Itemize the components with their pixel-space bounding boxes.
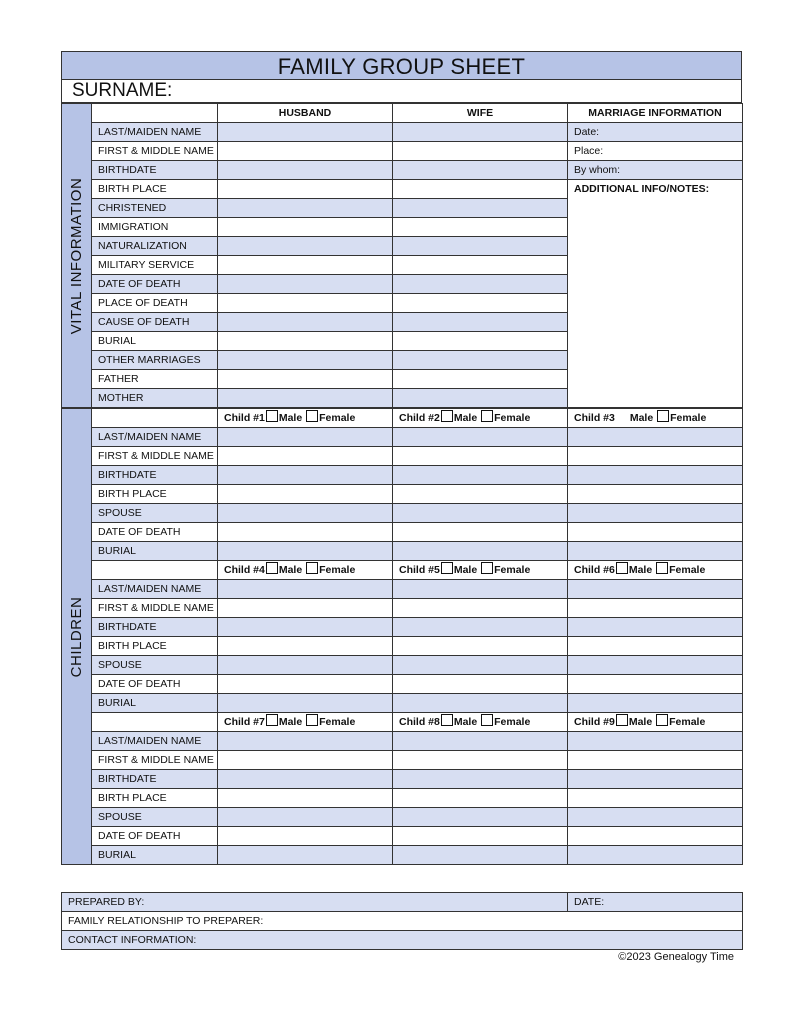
child-5-field[interactable]: [393, 675, 568, 694]
child-label: Child #9: [574, 716, 615, 728]
table-row: [62, 180, 743, 199]
male-checkbox[interactable]: [616, 562, 628, 574]
child-6-field[interactable]: [568, 656, 743, 675]
row-label: LAST/MAIDEN NAME: [92, 123, 218, 142]
child-7-field[interactable]: [218, 770, 393, 789]
child-9-field[interactable]: [568, 789, 743, 808]
table-row: [62, 732, 743, 751]
child-header-row: [62, 561, 743, 580]
child-2-field[interactable]: [393, 542, 568, 561]
child-4-field[interactable]: [218, 675, 393, 694]
husband-field[interactable]: [218, 199, 393, 218]
wife-field[interactable]: [393, 275, 568, 294]
child-3-field[interactable]: [568, 523, 743, 542]
table-row: [62, 504, 743, 523]
table-row: [62, 751, 743, 770]
wife-field[interactable]: [393, 370, 568, 389]
row-label: MOTHER: [92, 389, 218, 408]
child-1-field[interactable]: [218, 466, 393, 485]
child-8-header: [393, 713, 568, 732]
row-label: DATE OF DEATH: [92, 827, 218, 846]
child-2-field[interactable]: [393, 485, 568, 504]
page-title: FAMILY GROUP SHEET: [61, 51, 742, 80]
child-label: Child #6: [574, 564, 615, 576]
child-6-field[interactable]: [568, 580, 743, 599]
row-label: BIRTH PLACE: [92, 485, 218, 504]
wife-field[interactable]: [393, 351, 568, 370]
row-label: FATHER: [92, 370, 218, 389]
husband-field[interactable]: [218, 123, 393, 142]
header-blank: [92, 409, 218, 428]
husband-field[interactable]: [218, 332, 393, 351]
child-5-field[interactable]: [393, 580, 568, 599]
child-2-field[interactable]: [393, 466, 568, 485]
child-2-field[interactable]: [393, 447, 568, 466]
husband-field[interactable]: [218, 256, 393, 275]
female-checkbox[interactable]: [481, 562, 493, 574]
husband-field[interactable]: [218, 370, 393, 389]
child-3-field[interactable]: [568, 542, 743, 561]
male-label: Male: [278, 564, 303, 576]
child-5-field[interactable]: [393, 637, 568, 656]
female-checkbox[interactable]: [481, 410, 493, 422]
row-label: BURIAL: [92, 846, 218, 865]
contact-field[interactable]: CONTACT INFORMATION:: [62, 931, 743, 950]
male-label: Male: [278, 412, 303, 424]
table-row: [62, 694, 743, 713]
husband-field[interactable]: [218, 389, 393, 408]
wife-field[interactable]: [393, 389, 568, 408]
female-label: Female: [494, 412, 531, 424]
row-label: BURIAL: [92, 332, 218, 351]
child-7-field[interactable]: [218, 789, 393, 808]
female-checkbox[interactable]: [306, 714, 318, 726]
child-1-field[interactable]: [218, 523, 393, 542]
preparer-table: [61, 892, 743, 950]
header-blank: [92, 561, 218, 580]
wife-field[interactable]: [393, 142, 568, 161]
child-4-field[interactable]: [218, 580, 393, 599]
husband-header: HUSBAND: [218, 104, 393, 123]
child-3-field[interactable]: [568, 428, 743, 447]
husband-field[interactable]: [218, 275, 393, 294]
table-row: [62, 142, 743, 161]
table-row: [62, 808, 743, 827]
male-checkbox[interactable]: [441, 410, 453, 422]
male-label: Male: [453, 412, 478, 424]
child-8-field[interactable]: [393, 846, 568, 865]
copyright: ©2023 Genealogy Time: [618, 951, 734, 963]
row-label: CAUSE OF DEATH: [92, 313, 218, 332]
male-label: Male: [453, 716, 478, 728]
male-label: Male: [628, 564, 653, 576]
child-9-field[interactable]: [568, 808, 743, 827]
table-row: [62, 523, 743, 542]
husband-field[interactable]: [218, 218, 393, 237]
child-label: Child #4: [224, 564, 265, 576]
relationship-field[interactable]: FAMILY RELATIONSHIP TO PREPARER:: [62, 912, 743, 931]
row-label: BIRTH PLACE: [92, 789, 218, 808]
child-2-header: [393, 409, 568, 428]
husband-field[interactable]: [218, 142, 393, 161]
table-row: [62, 161, 743, 180]
wife-field[interactable]: [393, 294, 568, 313]
child-6-field[interactable]: [568, 637, 743, 656]
child-8-field[interactable]: [393, 751, 568, 770]
child-1-field[interactable]: [218, 542, 393, 561]
female-checkbox[interactable]: [306, 410, 318, 422]
husband-field[interactable]: [218, 237, 393, 256]
child-3-header: [568, 409, 743, 428]
husband-field[interactable]: [218, 351, 393, 370]
child-label: Child #1: [224, 412, 265, 424]
wife-field[interactable]: [393, 199, 568, 218]
table-row: [62, 599, 743, 618]
wife-field[interactable]: [393, 313, 568, 332]
child-4-field[interactable]: [218, 637, 393, 656]
date-field[interactable]: DATE:: [568, 893, 743, 912]
child-2-field[interactable]: [393, 504, 568, 523]
male-checkbox[interactable]: [441, 562, 453, 574]
child-8-field[interactable]: [393, 789, 568, 808]
row-label: BIRTHDATE: [92, 466, 218, 485]
surname-label[interactable]: SURNAME:: [61, 80, 742, 103]
child-label: Child #7: [224, 716, 265, 728]
table-row: [62, 123, 743, 142]
child-9-field[interactable]: [568, 732, 743, 751]
table-row: [62, 485, 743, 504]
row-label: FIRST & MIDDLE NAME: [92, 447, 218, 466]
table-row: [62, 580, 743, 599]
child-2-field[interactable]: [393, 428, 568, 447]
prepared-by-field[interactable]: PREPARED BY:: [62, 893, 568, 912]
table-row: [62, 447, 743, 466]
table-row: [62, 428, 743, 447]
husband-field[interactable]: [218, 161, 393, 180]
row-label: FIRST & MIDDLE NAME: [92, 751, 218, 770]
child-8-field[interactable]: [393, 808, 568, 827]
children-side-label: [62, 409, 92, 865]
row-label: BURIAL: [92, 694, 218, 713]
child-7-field[interactable]: [218, 827, 393, 846]
marriage-field[interactable]: Date:: [568, 123, 743, 142]
row-label: BIRTH PLACE: [92, 180, 218, 199]
husband-field[interactable]: [218, 180, 393, 199]
child-header-row: [62, 409, 743, 428]
child-5-field[interactable]: [393, 599, 568, 618]
child-1-field[interactable]: [218, 428, 393, 447]
child-4-field[interactable]: [218, 618, 393, 637]
row-label: DATE OF DEATH: [92, 275, 218, 294]
wife-field[interactable]: [393, 161, 568, 180]
wife-header: WIFE: [393, 104, 568, 123]
row-label: CHRISTENED: [92, 199, 218, 218]
children-side-text: CHILDREN: [67, 596, 85, 677]
child-3-field[interactable]: [568, 504, 743, 523]
female-label: Female: [669, 716, 706, 728]
child-label: Child #5: [399, 564, 440, 576]
husband-field[interactable]: [218, 294, 393, 313]
male-checkbox[interactable]: [266, 562, 278, 574]
child-7-header: [218, 713, 393, 732]
vital-side-label: [62, 104, 92, 408]
male-label: Male: [278, 716, 303, 728]
male-label: Male: [453, 564, 478, 576]
child-9-field[interactable]: [568, 751, 743, 770]
vital-information-table: [61, 103, 743, 408]
children-table: [61, 408, 743, 865]
row-label: FIRST & MIDDLE NAME: [92, 142, 218, 161]
female-label: Female: [319, 564, 356, 576]
wife-field[interactable]: [393, 256, 568, 275]
row-label: BIRTHDATE: [92, 618, 218, 637]
header-blank: [92, 104, 218, 123]
child-8-field[interactable]: [393, 732, 568, 751]
child-7-field[interactable]: [218, 751, 393, 770]
row-label: SPOUSE: [92, 808, 218, 827]
marriage-header: MARRIAGE INFORMATION: [568, 104, 743, 123]
female-checkbox[interactable]: [657, 410, 669, 422]
table-row: [62, 618, 743, 637]
child-3-field[interactable]: [568, 485, 743, 504]
child-4-header: [218, 561, 393, 580]
female-checkbox[interactable]: [306, 562, 318, 574]
marriage-field[interactable]: By whom:: [568, 161, 743, 180]
child-7-field[interactable]: [218, 732, 393, 751]
row-label: NATURALIZATION: [92, 237, 218, 256]
family-group-sheet: [61, 51, 742, 865]
child-6-field[interactable]: [568, 694, 743, 713]
wife-field[interactable]: [393, 237, 568, 256]
child-7-field[interactable]: [218, 808, 393, 827]
child-9-field[interactable]: [568, 846, 743, 865]
row-label: BIRTH PLACE: [92, 637, 218, 656]
male-checkbox[interactable]: [441, 714, 453, 726]
female-label: Female: [319, 716, 356, 728]
table-row: [62, 675, 743, 694]
wife-field[interactable]: [393, 218, 568, 237]
row-label: LAST/MAIDEN NAME: [92, 580, 218, 599]
male-label: Male: [629, 412, 654, 424]
row-label: PLACE OF DEATH: [92, 294, 218, 313]
child-3-field[interactable]: [568, 447, 743, 466]
header-blank: [92, 713, 218, 732]
table-row: [62, 770, 743, 789]
female-label: Female: [494, 716, 531, 728]
row-label: OTHER MARRIAGES: [92, 351, 218, 370]
table-row: [62, 846, 743, 865]
row-label: SPOUSE: [92, 504, 218, 523]
husband-field[interactable]: [218, 313, 393, 332]
child-9-field[interactable]: [568, 770, 743, 789]
table-row: [62, 637, 743, 656]
child-1-field[interactable]: [218, 504, 393, 523]
female-label: Female: [670, 412, 707, 424]
table-row: [62, 827, 743, 846]
child-9-header: [568, 713, 743, 732]
child-5-field[interactable]: [393, 656, 568, 675]
female-label: Female: [319, 412, 356, 424]
notes-field[interactable]: ADDITIONAL INFO/NOTES:: [568, 180, 743, 408]
child-6-header: [568, 561, 743, 580]
wife-field[interactable]: [393, 123, 568, 142]
male-checkbox[interactable]: [266, 410, 278, 422]
marriage-field[interactable]: Place:: [568, 142, 743, 161]
child-5-header: [393, 561, 568, 580]
child-5-field[interactable]: [393, 694, 568, 713]
child-label: Child #2: [399, 412, 440, 424]
row-label: FIRST & MIDDLE NAME: [92, 599, 218, 618]
table-row: [62, 466, 743, 485]
child-1-header: [218, 409, 393, 428]
table-row: [62, 542, 743, 561]
wife-field[interactable]: [393, 332, 568, 351]
child-1-field[interactable]: [218, 447, 393, 466]
child-label: Child #3: [574, 412, 615, 424]
row-label: IMMIGRATION: [92, 218, 218, 237]
child-6-field[interactable]: [568, 599, 743, 618]
male-checkbox[interactable]: [266, 714, 278, 726]
female-checkbox[interactable]: [656, 714, 668, 726]
child-6-field[interactable]: [568, 618, 743, 637]
child-1-field[interactable]: [218, 485, 393, 504]
table-row: [62, 656, 743, 675]
child-header-row: [62, 713, 743, 732]
row-label: BIRTHDATE: [92, 770, 218, 789]
row-label: BURIAL: [92, 542, 218, 561]
child-4-field[interactable]: [218, 656, 393, 675]
row-label: LAST/MAIDEN NAME: [92, 732, 218, 751]
wife-field[interactable]: [393, 180, 568, 199]
female-label: Female: [494, 564, 531, 576]
row-label: BIRTHDATE: [92, 161, 218, 180]
female-label: Female: [669, 564, 706, 576]
row-label: SPOUSE: [92, 656, 218, 675]
child-4-field[interactable]: [218, 694, 393, 713]
vital-side-text: VITAL INFORMATION: [67, 177, 85, 334]
row-label: DATE OF DEATH: [92, 675, 218, 694]
child-4-field[interactable]: [218, 599, 393, 618]
child-8-field[interactable]: [393, 827, 568, 846]
male-checkbox[interactable]: [616, 714, 628, 726]
child-5-field[interactable]: [393, 618, 568, 637]
child-3-field[interactable]: [568, 466, 743, 485]
female-checkbox[interactable]: [481, 714, 493, 726]
child-label: Child #8: [399, 716, 440, 728]
child-8-field[interactable]: [393, 770, 568, 789]
male-label: Male: [628, 716, 653, 728]
child-7-field[interactable]: [218, 846, 393, 865]
child-2-field[interactable]: [393, 523, 568, 542]
row-label: DATE OF DEATH: [92, 523, 218, 542]
row-label: LAST/MAIDEN NAME: [92, 428, 218, 447]
row-label: MILITARY SERVICE: [92, 256, 218, 275]
table-row: [62, 789, 743, 808]
child-9-field[interactable]: [568, 827, 743, 846]
female-checkbox[interactable]: [656, 562, 668, 574]
child-6-field[interactable]: [568, 675, 743, 694]
